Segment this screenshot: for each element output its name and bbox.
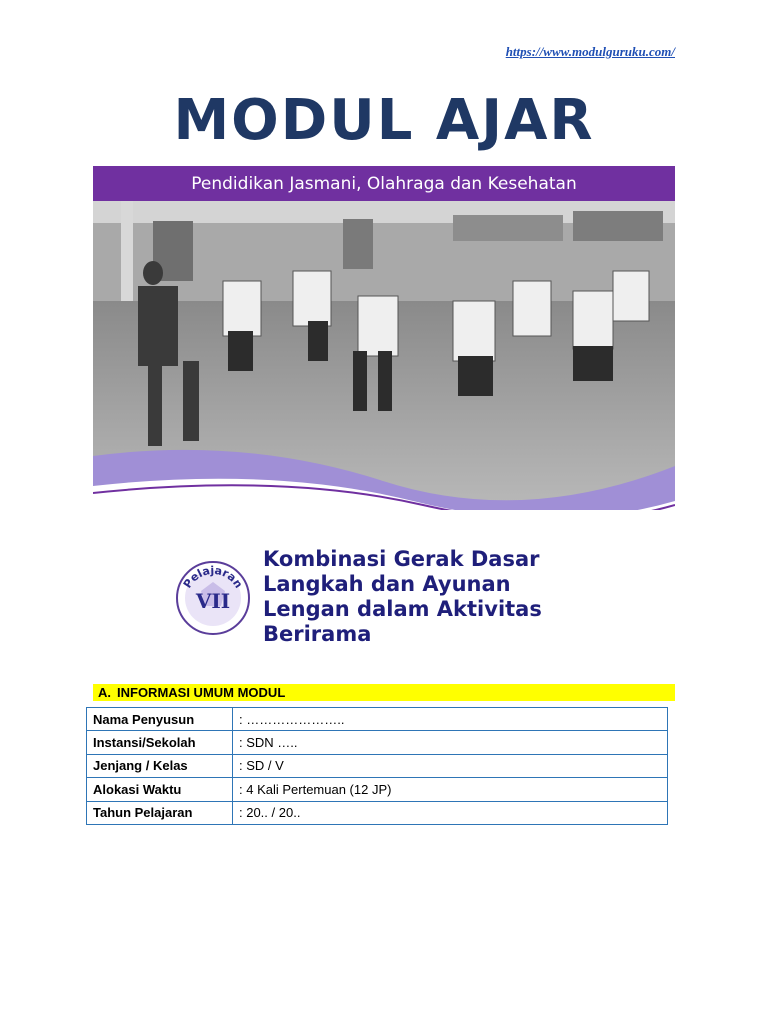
info-value: : SDN …..: [233, 731, 668, 754]
lesson-title-line: Berirama: [263, 622, 372, 646]
badge-word: Pelajaran: [180, 563, 246, 591]
lesson-title-line: Lengan dalam Aktivitas: [263, 597, 542, 621]
table-row: [87, 708, 668, 731]
source-website-link[interactable]: https://www.modulguruku.com/: [505, 44, 675, 59]
info-label: Jenjang / Kelas: [87, 754, 233, 777]
info-label: Tahun Pelajaran: [87, 801, 233, 824]
info-value: : 20.. / 20..: [233, 801, 668, 824]
table-row: [87, 778, 668, 801]
table-row: [87, 754, 668, 777]
lesson-title: [263, 547, 623, 647]
students-exercising-photo: [93, 201, 675, 510]
table-row: [87, 801, 668, 824]
lesson-title-line: Kombinasi Gerak Dasar: [263, 547, 540, 571]
info-value: : SD / V: [233, 754, 668, 777]
general-info-table: [86, 707, 668, 825]
table-row: [87, 731, 668, 754]
info-value: : …………………..: [233, 708, 668, 731]
badge-number: VII: [195, 589, 231, 613]
info-label: Nama Penyusun: [87, 708, 233, 731]
cover-panel: [93, 166, 675, 510]
lesson-title-line: Langkah dan Ayunan: [263, 572, 511, 596]
section-letter: A.: [98, 685, 111, 700]
info-label: Alokasi Waktu: [87, 778, 233, 801]
lesson-number-badge: [175, 560, 251, 636]
info-label: Instansi/Sekolah: [87, 731, 233, 754]
section-heading: [93, 684, 675, 701]
section-title: INFORMASI UMUM MODUL: [117, 685, 286, 700]
info-value: : 4 Kali Pertemuan (12 JP): [233, 778, 668, 801]
page-title: MODUL AJAR: [173, 88, 595, 153]
subject-banner: Pendidikan Jasmani, Olahraga dan Kesehatan: [93, 166, 675, 201]
